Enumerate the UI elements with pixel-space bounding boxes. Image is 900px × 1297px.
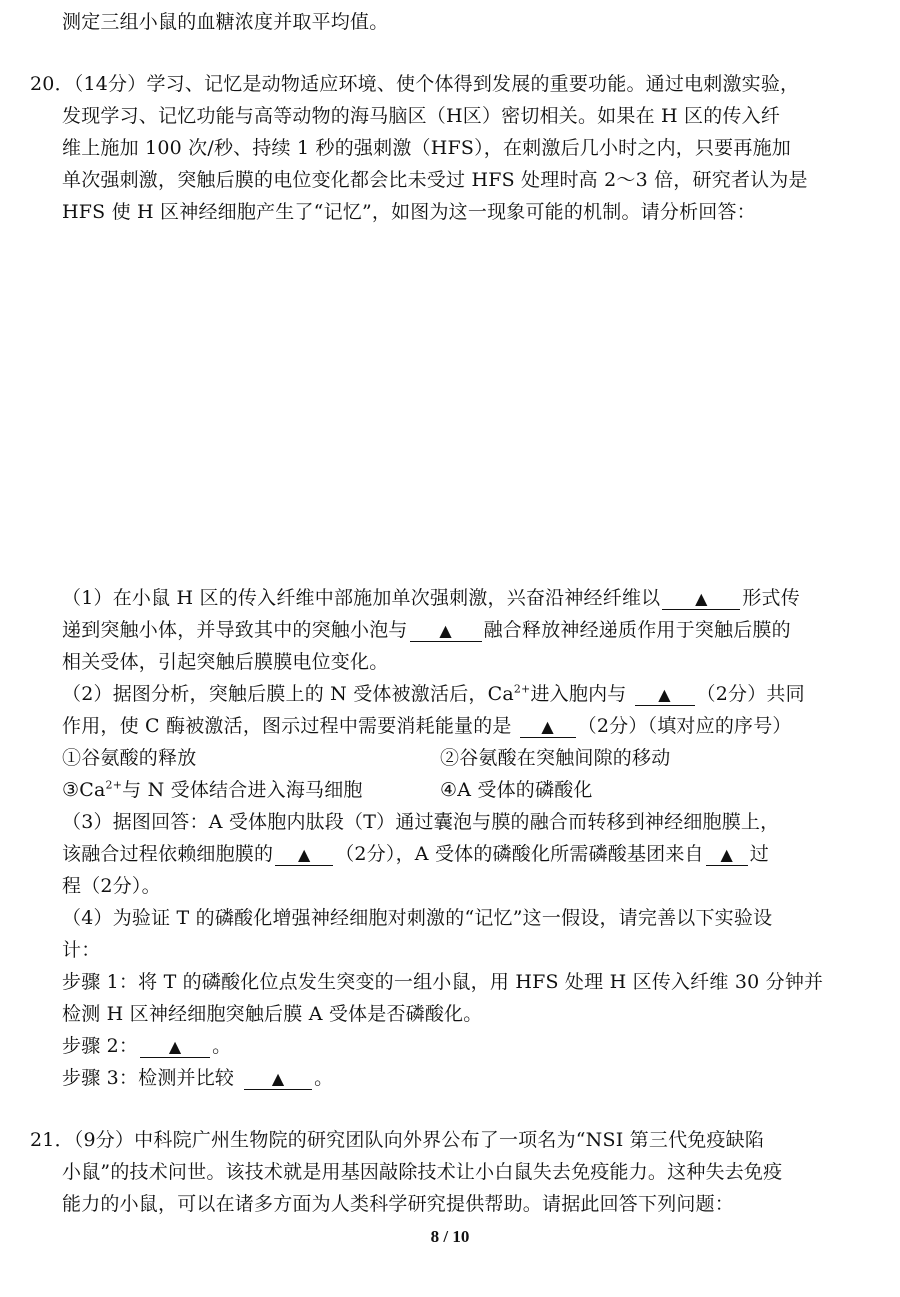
q21-line-1: 21．（9分）中科院广州生物院的研究团队向外界公布了一项名为“NSI 第三代免疫缺陷 <box>30 1129 765 1151</box>
step-1-line-2: 检测 H 区神经细胞突触后膜 A 受体是否磷酸化。 <box>62 1003 483 1025</box>
option-4: ④A 受体的磷酸化 <box>440 779 593 801</box>
q20-part3-line-3: 程（2分）。 <box>62 875 161 897</box>
option-1: ①谷氨酸的释放 <box>62 747 197 769</box>
option-2: ②谷氨酸在突触间隙的移动 <box>440 747 671 769</box>
q20-part3-line-2: 该融合过程依赖细胞膜的 ▲ （2分），A 受体的磷酸化所需磷酸基团来自 ▲ 过 <box>62 843 769 865</box>
answer-blank[interactable]: ▲ <box>662 588 740 610</box>
step-2: 步骤 2： ▲ 。 <box>62 1035 232 1057</box>
answer-blank[interactable]: ▲ <box>140 1036 210 1058</box>
q20-part4-line-2: 计： <box>62 939 101 961</box>
mechanism-figure-area <box>60 240 840 570</box>
answer-blank[interactable]: ▲ <box>275 844 333 866</box>
q20-part1-line-2: 递到突触小体，并导致其中的突触小泡与 ▲ 融合释放神经递质作用于突触后膜的 <box>62 619 791 641</box>
q20-part2-line-2: 作用，使 C 酶被激活，图示过程中需要消耗能量的是 ▲ （2分）（填对应的序号） <box>62 715 792 737</box>
intro-tail: 测定三组小鼠的血糖浓度并取平均值。 <box>62 11 389 33</box>
option-3: $③Ca^{2+}$与 N 受体结合进入海马细胞 <box>62 778 363 801</box>
q20-stem-line-3: 维上施加 100 次/秒、持续 1 秒的强刺激（HFS），在刺激后几小时之内，只要再施加 <box>62 137 791 159</box>
answer-blank[interactable]: ▲ <box>635 684 695 706</box>
q20-part1-line-1: （1）在小鼠 H 区的传入纤维中部施加单次强刺激，兴奋沿神经纤维以 ▲ 形式传 <box>62 587 800 609</box>
q20-stem-line-2: 发现学习、记忆功能与高等动物的海马脑区（H区）密切相关。如果在 H 区的传入纤 <box>62 105 781 127</box>
q20-part4-line-1: （4）为验证 T 的磷酸化增强神经细胞对刺激的“记忆”这一假设，请完善以下实验设 <box>62 907 773 929</box>
answer-blank[interactable]: ▲ <box>410 620 482 642</box>
q20-part3-line-1: （3）据图回答：A 受体胞内肽段（T）通过囊泡与膜的融合而转移到神经细胞膜上， <box>62 811 780 833</box>
answer-blank[interactable]: ▲ <box>244 1068 312 1090</box>
step-3: 步骤 3：检测并比较 ▲ 。 <box>62 1067 334 1089</box>
q20-stem-line-4: 单次强刺激，突触后膜的电位变化都会比未受过 HFS 处理时高 2～3 倍，研究者认为是 <box>62 169 808 191</box>
q20-stem-line-5: HFS 使 H 区神经细胞产生了“记忆”，如图为这一现象可能的机制。请分析回答： <box>62 201 756 223</box>
answer-blank[interactable]: ▲ <box>520 716 576 738</box>
step-1-line-1: 步骤 1：将 T 的磷酸化位点发生突变的一组小鼠，用 HFS 处理 H 区传入纤维 30 分钟并 <box>62 971 824 993</box>
answer-blank[interactable]: ▲ <box>706 844 748 866</box>
q21-line-2: 小鼠”的技术问世。该技术就是用基因敲除技术让小白鼠失去免疫能力。这种失去免疫 <box>62 1161 783 1183</box>
q20-stem-line-1: 20．（14分）学习、记忆是动物适应环境、使个体得到发展的重要功能。通过电刺激实验， <box>30 73 800 95</box>
q20-part2-line-1: （2）据图分析，突触后膜上的 N 受体被激活后，$Ca^{2+}$进入胞内与 ▲ （2分）共同 <box>62 682 805 705</box>
page-number: 8 / 10 <box>430 1227 470 1246</box>
q21-line-3: 能力的小鼠，可以在诸多方面为人类科学研究提供帮助。请据此回答下列问题： <box>62 1193 735 1215</box>
q20-part1-line-3: 相关受体，引起突触后膜膜电位变化。 <box>62 651 389 673</box>
